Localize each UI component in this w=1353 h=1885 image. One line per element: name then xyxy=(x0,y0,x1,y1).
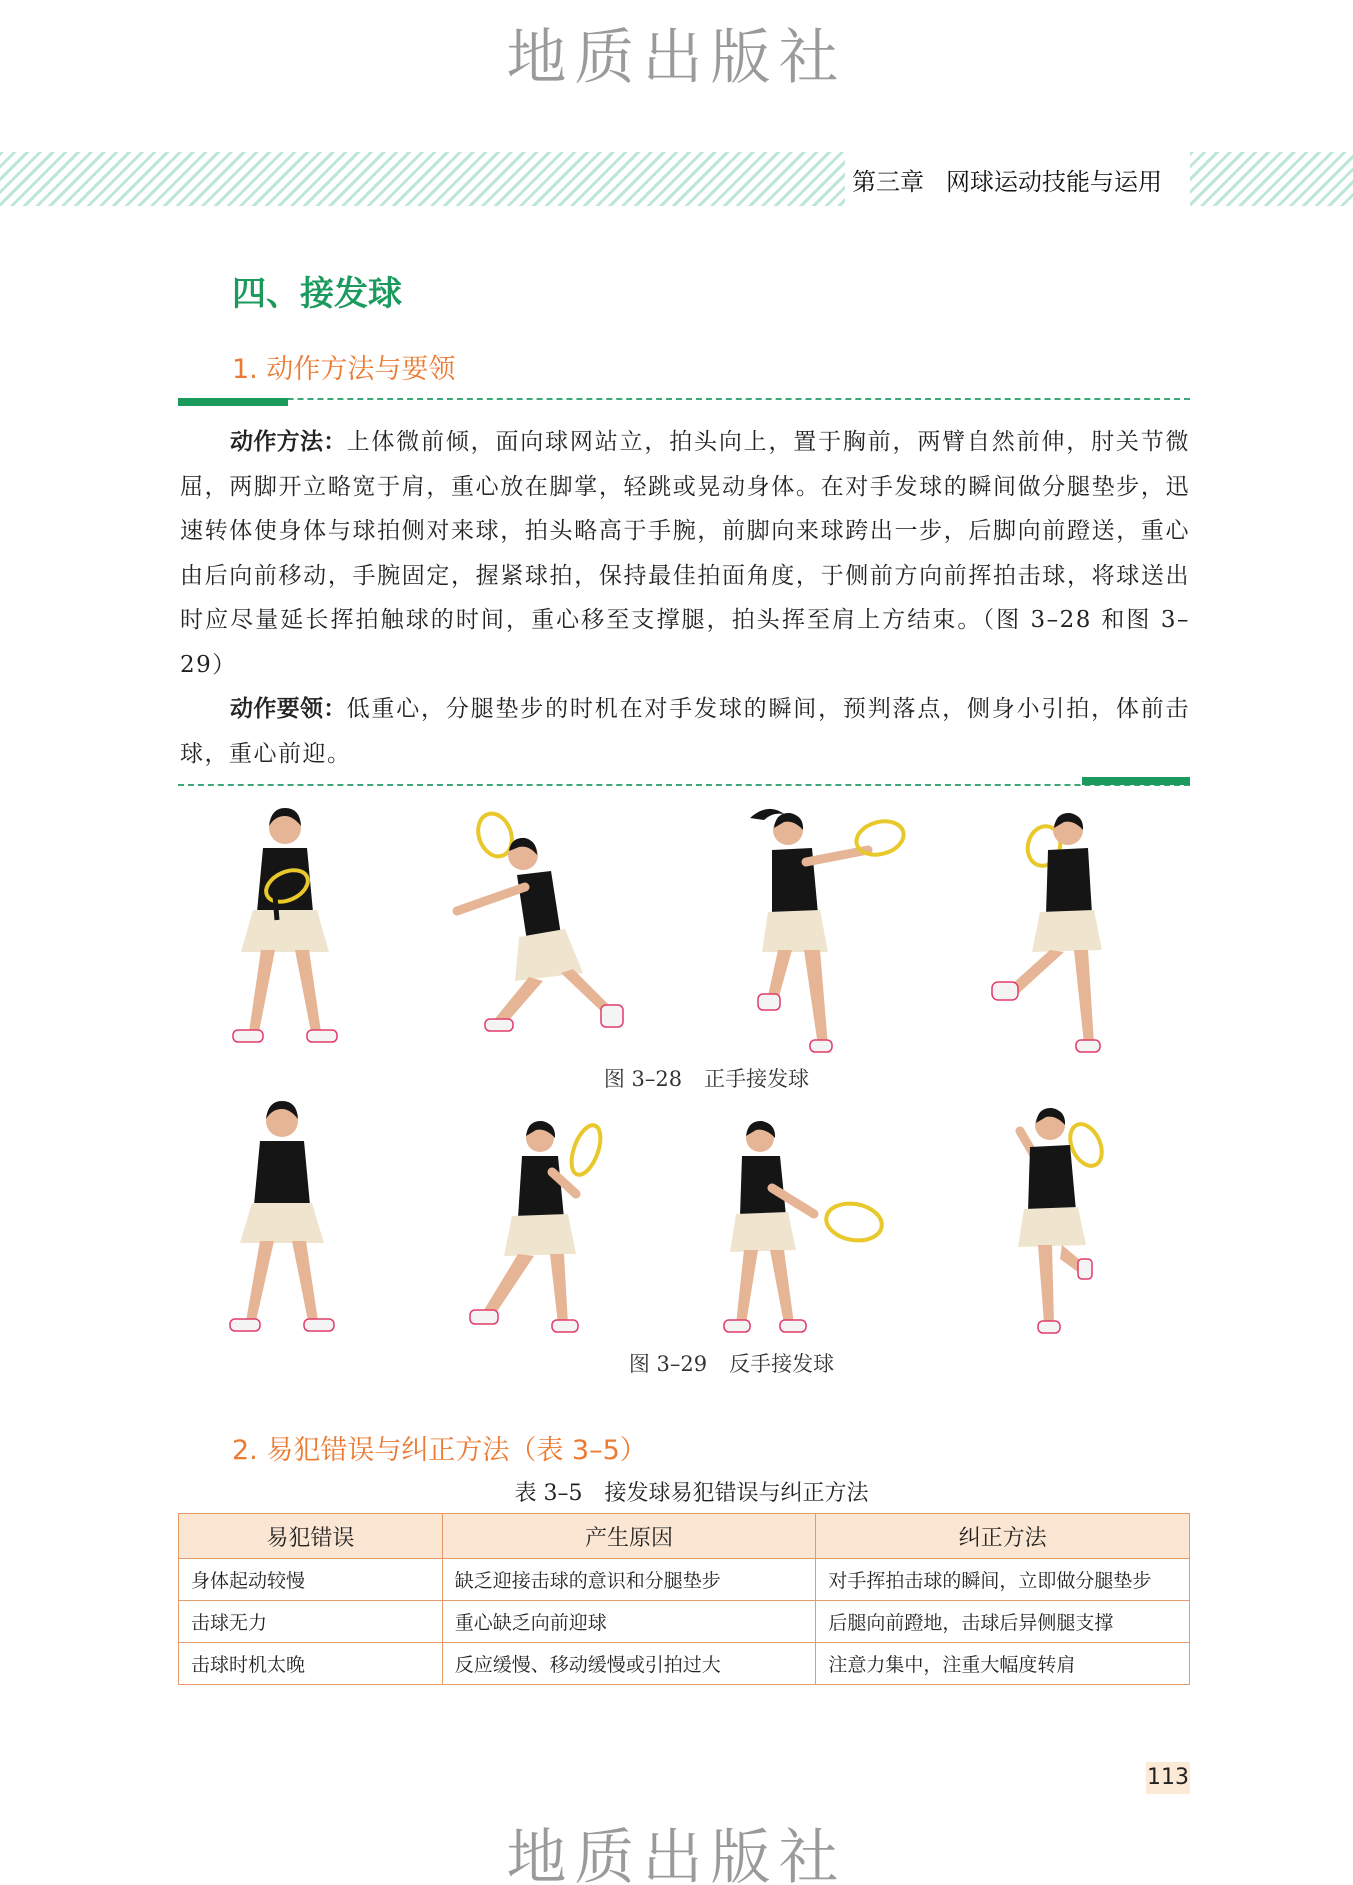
table-header-row xyxy=(179,1514,1190,1559)
table-cell: 缺乏迎接击球的意识和分腿垫步 xyxy=(442,1559,816,1601)
page-number: 113 xyxy=(1146,1762,1190,1794)
section-heading: 四、接发球 xyxy=(232,274,402,314)
chapter-number: 第三章 xyxy=(852,168,924,196)
chapter-name: 网球运动技能与运用 xyxy=(946,168,1162,196)
header-stripes-right xyxy=(1190,152,1353,206)
table-row xyxy=(179,1601,1190,1643)
forehand-photo-4 xyxy=(980,800,1130,1055)
method-text: 上体微前倾，面向球网站立，拍头向上，置于胸前，两臂自然前伸，肘关节微屈，两脚开立略宽于肩，重心放在脚掌，轻跳或晃动身体。在对手发球的瞬间做分腿垫步，迅速转体使身体与球拍侧对来球，拍头略高于手腕，前脚向来球跨出一步，后脚向前蹬送，重心由后向前移动，手腕固定，握紧球拍，保持最佳拍面角度，于侧前方向前挥拍击球，将球送出时应尽量延长挥拍触球的时间，重心移至支撑腿，拍头挥至肩上方结束。（图 3–28 和图 3–29） xyxy=(180,429,1191,678)
chapter-title xyxy=(852,162,1162,197)
column-header-correction: 纠正方法 xyxy=(816,1514,1190,1559)
figure-title: 正手接发球 xyxy=(704,1067,810,1091)
dashed-rule-bottom xyxy=(178,784,1190,786)
figure-caption-backhand xyxy=(0,1348,1353,1378)
method-label: 动作方法： xyxy=(230,429,347,455)
table-row xyxy=(179,1643,1190,1685)
table-title: 接发球易犯错误与纠正方法 xyxy=(604,1481,869,1506)
table-cell: 反应缓慢、移动缓慢或引拍过大 xyxy=(442,1643,816,1685)
table-cell: 击球时机太晚 xyxy=(179,1643,443,1685)
chapter-header xyxy=(0,152,1353,206)
backhand-photo-3 xyxy=(710,1110,890,1345)
figure-number: 图 3–28 xyxy=(603,1067,683,1091)
key-points-label: 动作要领： xyxy=(230,696,347,722)
figure-caption-forehand xyxy=(0,1063,1353,1093)
key-points-paragraph xyxy=(180,687,1190,776)
subheading-method: 1. 动作方法与要领 xyxy=(232,354,456,385)
backhand-photo-2 xyxy=(460,1110,625,1345)
column-header-cause: 产生原因 xyxy=(442,1514,816,1559)
publisher-watermark-top: 地质出版社 xyxy=(506,23,847,93)
table-cell: 身体起动较慢 xyxy=(179,1559,443,1601)
accent-bar-top xyxy=(178,398,288,406)
forehand-photo-2 xyxy=(433,805,648,1055)
backhand-photo-1 xyxy=(212,1095,362,1345)
dashed-rule-top xyxy=(178,398,1190,400)
header-stripes-left xyxy=(0,152,845,206)
errors-table xyxy=(178,1513,1190,1685)
publisher-watermark-bottom: 地质出版社 xyxy=(506,1823,847,1885)
table-number: 表 3–5 xyxy=(514,1481,583,1506)
column-header-error: 易犯错误 xyxy=(179,1514,443,1559)
key-points-text: 低重心，分腿垫步的时机在对手发球的瞬间，预判落点，侧身小引拍，体前击球，重心前迎。 xyxy=(180,696,1191,767)
table-caption xyxy=(0,1476,1353,1507)
backhand-photo-4 xyxy=(990,1095,1120,1335)
table-cell: 击球无力 xyxy=(179,1601,443,1643)
forehand-photo-3 xyxy=(728,800,913,1055)
forehand-photo-1 xyxy=(205,800,365,1060)
figure-number: 图 3–29 xyxy=(628,1352,708,1376)
table-cell: 对手挥拍击球的瞬间，立即做分腿垫步 xyxy=(816,1559,1190,1601)
table-cell: 注意力集中，注重大幅度转肩 xyxy=(816,1643,1190,1685)
figure-title: 反手接发球 xyxy=(729,1352,835,1376)
table-cell: 后腿向前蹬地，击球后异侧腿支撑 xyxy=(816,1601,1190,1643)
table-row xyxy=(179,1559,1190,1601)
table-cell: 重心缺乏向前迎球 xyxy=(442,1601,816,1643)
method-paragraph xyxy=(180,420,1190,687)
accent-bar-bottom xyxy=(1082,777,1190,785)
subheading-errors: 2. 易犯错误与纠正方法（表 3–5） xyxy=(232,1435,647,1466)
